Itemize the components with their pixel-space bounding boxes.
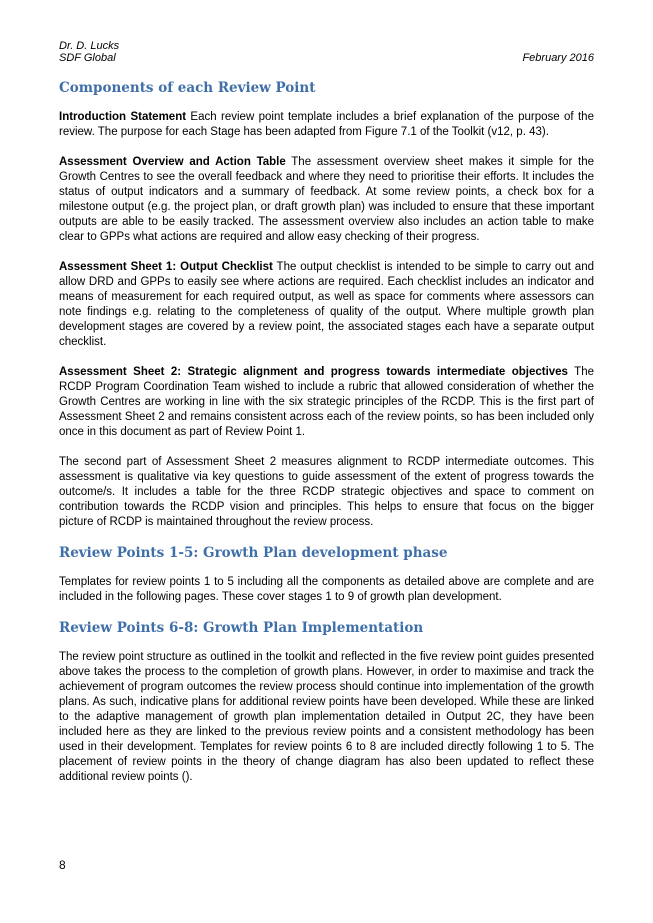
header-date: February 2016	[522, 52, 594, 64]
paragraph-assessment-sheet-2	[59, 365, 594, 440]
document-body	[59, 80, 594, 800]
lead-assessment-overview: Assessment Overview and Action Table	[59, 156, 286, 168]
paragraph-introduction-statement	[59, 110, 594, 140]
paragraph-assessment-sheet-1	[59, 260, 594, 350]
paragraph-assessment-sheet-2-part-2: The second part of Assessment Sheet 2 measures alignment to RCDP intermediate outcomes. This assessment is qualitative via key questions to guide assessment of the extent of progress towards the outcome/s. It includes a table for the three RCDP strategic objectives and space to comment on contribution towards the RCDP vision and principles. This helps to ensure that focus on the bigger picture of RCDP is maintained throughout the review process.	[59, 456, 594, 528]
text-assessment-sheet-1: The output checklist is intended to be simple to carry out and allow DRD and GPPs to easily see where actions are required. Each checklist includes an indicator and means of measurement for each required output, as well as space for comments where assessors can note findings e.g. relating to the completeness of quality of the output. Where multiple growth plan development stages are covered by a review point, the associated stages each have a separate output checklist.	[59, 261, 594, 348]
lead-assessment-sheet-2: Assessment Sheet 2: Strategic alignment and progress towards intermediate objectives	[59, 366, 568, 378]
header-author: Dr. D. Lucks	[59, 40, 120, 52]
text-assessment-sheet-2: The RCDP Program Coordination Team wished to include a rubric that allowed consideration of whether the Growth Centres are working in line with the six strategic principles of the RCDP. This is the first part of Assessment Sheet 2 and remains consistent across each of the review points, so has been included only once in this document as part of Review Point 1.	[59, 366, 594, 438]
heading-review-points-6-8: Review Points 6-8: Growth Plan Implementation	[59, 620, 424, 636]
heading-components: Components of each Review Point	[59, 80, 316, 96]
paragraph-review-points-6-8: The review point structure as outlined in the toolkit and reflected in the five review point guides presented above takes the process to the completion of growth plans. However, in order to maximise and track the achievement of program outcomes the review process should continue into implementation of the growth plans. As such, indicative plans for additional review points have been developed. While these are linked to the adaptive management of growth plan implementation detailed in Output 2C, they have been included here as they are linked to the previous review points and a consistent methodology has been used in their development. Templates for review points 6 to 8 are included directly following 1 to 5. The placement of review points in the theory of change diagram has also been updated to reflect these additional review points ().	[59, 651, 594, 783]
paragraph-review-points-1-5: Templates for review points 1 to 5 including all the components as detailed above are complete and are included in the following pages. These cover stages 1 to 9 of growth plan development.	[59, 576, 594, 603]
lead-introduction-statement: Introduction Statement	[59, 111, 187, 123]
lead-assessment-sheet-1: Assessment Sheet 1: Output Checklist	[59, 261, 273, 273]
page-number: 8	[59, 858, 66, 872]
text-introduction-statement: Each review point template includes a brief explanation of the purpose of the review. The purpose for each Stage has been adapted from Figure 7.1 of the Toolkit (v12, p. 43).	[59, 111, 594, 138]
header-organization: SDF Global	[59, 52, 116, 64]
text-assessment-overview: The assessment overview sheet makes it simple for the Growth Centres to see the overall feedback and where they need to prioritise their efforts. It includes the status of output indicators and a summary of feedback. At some review points, a check box for a milestone output (e.g. the project plan, or draft growth plan) was included to ensure that these important outputs are able to be easily tracked. The assessment overview also includes an action table to make clear to GPPs what actions are required and allow easy checking of their progress.	[59, 156, 594, 243]
heading-review-points-1-5: Review Points 1-5: Growth Plan development phase	[59, 545, 448, 561]
paragraph-assessment-overview	[59, 155, 594, 245]
